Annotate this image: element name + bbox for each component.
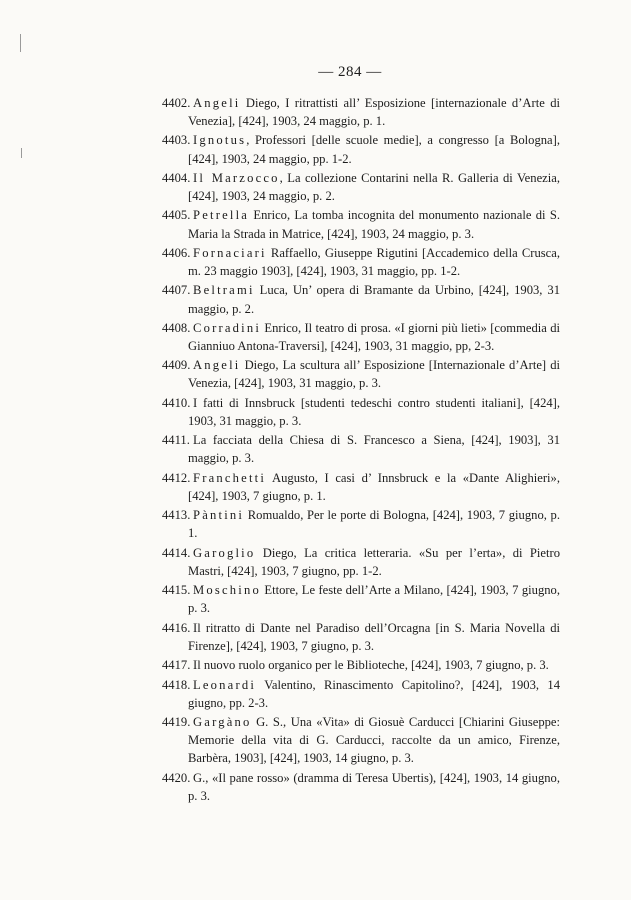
entry-text: Il nuovo ruolo organico per le Biblioteche, [424], 1903, 7 giugno, p. 3. <box>193 658 549 673</box>
entry-number: 4411. <box>162 433 190 448</box>
entry-author: Angeli <box>193 96 241 110</box>
bibliography-entry <box>162 469 560 505</box>
entry-number: 4406. <box>162 245 191 260</box>
entry-text: Enrico, La tomba incognita del monumento nazionale di S. Maria la Strada in Matrice, [424], 1903, 24 maggio, p. 3. <box>188 208 560 241</box>
entry-text: Enrico, Il teatro di prosa. «I giorni più lieti» [commedia di Gianniuo Antona-Traversi], [424], 1903, 31 maggio, pp, 2-3. <box>188 320 560 353</box>
entry-text: Il ritratto di Dante nel Paradiso dell’Orcagna [in S. Maria Novella di Firenze], [424], 1903, 7 giugno, p. 3. <box>188 620 560 653</box>
bibliography-entry <box>162 244 560 280</box>
bibliography-entry <box>162 619 560 655</box>
bibliography-entry <box>162 131 560 167</box>
entry-number: 4413. <box>162 508 191 523</box>
entry-author: Moschino <box>193 583 261 598</box>
entry-text: Diego, I ritrattisti all’ Esposizione [internazionale d’Arte di Venezia], [424], 1903, 24 maggio, p. 1. <box>188 96 560 129</box>
entry-author: Leonardi <box>193 677 257 692</box>
bibliography-list <box>162 94 560 806</box>
entry-number: 4410. <box>162 395 191 410</box>
bibliography-entry <box>162 169 560 205</box>
entry-number: 4419. <box>162 715 191 730</box>
margin-mark-middle <box>21 148 22 158</box>
entry-text: Diego, La scultura all’ Esposizione [Internazionale d’Arte] di Venezia, [424], 1903, 31 maggio, p. 3. <box>188 358 560 391</box>
entry-author: Garoglio <box>193 545 256 560</box>
entry-text: Luca, Un’ opera di Bramante da Urbino, [424], 1903, 31 maggio, p. 2. <box>188 283 560 316</box>
entry-author: Franchetti <box>193 470 267 485</box>
page-number: — 284 — <box>318 64 382 80</box>
entry-text: Augusto, I casi d’ Innsbruck e la «Dante Alighieri», [424], 1903, 7 giugno, p. 1. <box>188 470 560 503</box>
entry-author: Il Marzocco <box>193 170 280 185</box>
bibliography-entry <box>162 581 560 617</box>
entry-text: Diego, La critica letteraria. «Su per l’erta», di Pietro Mastri, [424], 1903, 7 giugno, pp. 1-2. <box>188 545 560 578</box>
entry-text: , La collezione Contarini nella R. Galleria di Venezia, [424], 1903, 24 maggio, p. 2. <box>188 170 560 204</box>
entry-text: G. S., Una «Vita» di Giosuè Carducci [Chiarini Giuseppe: Memorie della vita di G. Carducci, raccolte da un amico, Firenze, Barbèra, 1903], [424], 1903, 14 giugno, p. 3. <box>188 715 560 766</box>
bibliography-entry <box>162 394 560 430</box>
bibliography-entry <box>162 656 560 674</box>
entry-number: 4408. <box>162 320 191 335</box>
entry-number: 4415. <box>162 583 191 598</box>
bibliography-entry <box>162 281 560 317</box>
entry-author: Fornaciari <box>193 245 267 260</box>
entry-number: 4403. <box>162 133 191 148</box>
entry-text: , Professori [delle scuole medie], a congresso [a Bologna], [424], 1903, 24 maggio, pp. 1-2. <box>188 133 560 166</box>
entry-author: Petrella <box>193 208 250 223</box>
bibliography-entry <box>162 506 560 542</box>
entry-text: Ettore, Le feste dell’Arte a Milano, [424], 1903, 7 giugno, p. 3. <box>188 583 560 616</box>
entry-number: 4402. <box>162 96 191 110</box>
entry-number: 4420. <box>162 770 191 785</box>
bibliography-entry <box>162 769 560 805</box>
entry-text: Valentino, Rinascimento Capitolino?, [424], 1903, 14 giugno, pp. 2-3. <box>188 677 560 710</box>
entry-number: 4418. <box>162 677 191 692</box>
bibliography-entry <box>162 713 560 767</box>
entry-author: Pàntini <box>193 508 245 523</box>
bibliography-entry <box>162 319 560 355</box>
entry-text: La facciata della Chiesa di S. Francesco a Siena, [424], 1903], 31 maggio, p. 3. <box>188 433 560 466</box>
entry-author: Gargàno <box>193 715 252 730</box>
entry-number: 4412. <box>162 470 191 485</box>
bibliography-entry <box>162 431 560 467</box>
bibliography-entry <box>162 356 560 392</box>
entry-number: 4414. <box>162 545 191 560</box>
entry-number: 4409. <box>162 358 191 373</box>
entry-author: Ignotus <box>193 133 247 148</box>
entry-author: Beltrami <box>193 283 255 298</box>
entry-number: 4417. <box>162 658 191 673</box>
entry-text: I fatti di Innsbruck [studenti tedeschi contro studenti italiani], [424], 1903, 31 maggio, p. 3. <box>188 395 560 428</box>
bibliography-entry <box>162 94 560 130</box>
entry-number: 4405. <box>162 208 191 223</box>
bibliography-entry <box>162 544 560 580</box>
entry-text: Romualdo, Per le porte di Bologna, [424], 1903, 7 giugno, p. 1. <box>188 508 560 541</box>
entry-author: Angeli <box>193 358 241 373</box>
bibliography-entry <box>162 676 560 712</box>
bibliography-entry <box>162 206 560 242</box>
entry-number: 4416. <box>162 620 191 635</box>
entry-text: G., «Il pane rosso» (dramma di Teresa Ubertis), [424], 1903, 14 giugno, p. 3. <box>188 770 560 803</box>
entry-author: Corradini <box>193 320 262 335</box>
margin-mark-top <box>20 34 21 52</box>
entry-text: Raffaello, Giuseppe Rigutini [Accademico della Crusca, m. 23 maggio 1903], [424], 1903, 31 maggio, pp. 1-2. <box>188 245 560 279</box>
entry-number: 4404. <box>162 170 191 185</box>
entry-number: 4407. <box>162 283 191 298</box>
